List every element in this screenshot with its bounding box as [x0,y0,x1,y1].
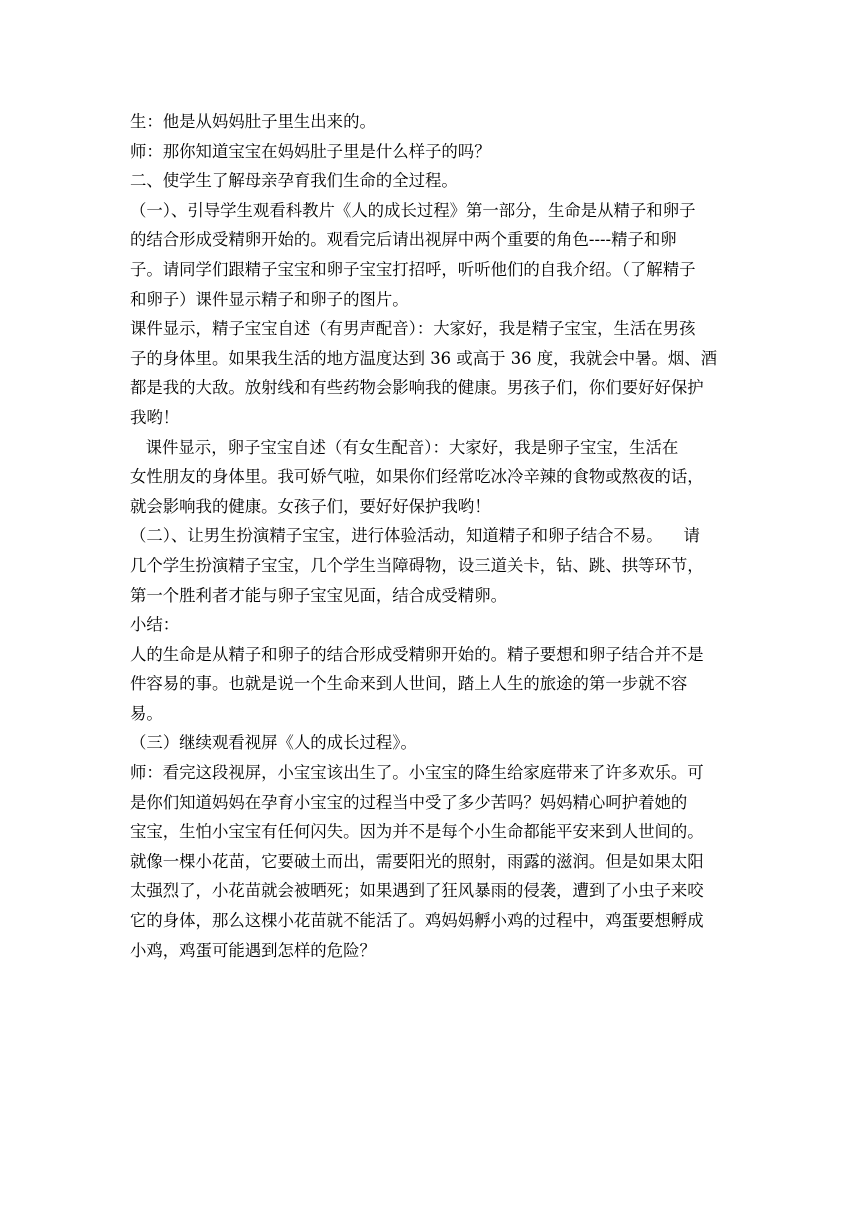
text-line: （三）继续观看视屏《人的成长过程》。 [130,733,417,753]
text-line: 几个学生扮演精子宝宝，几个学生当障碍物，设三道关卡，钻、跳、拱等环节， [130,555,704,575]
text-line: 子的身体里。如果我生活的地方温度达到 36 或高于 36 度，我就会中暑。烟、酒 [130,348,718,368]
text-line: 人的生命是从精子和卵子的结合形成受精卵开始的。精子要想和卵子结合并不是 [130,644,704,664]
text-line: 就像一棵小花苗，它要破土而出，需要阳光的照射，雨露的滋润。但是如果太阳 [130,851,704,871]
text-line: 师：那你知道宝宝在妈妈肚子里是什么样子的吗？ [130,141,491,161]
text-line: 师：看完这段视屏，小宝宝该出生了。小宝宝的降生给家庭带来了许多欢乐。可 [130,763,704,783]
section-heading: 二、使学生了解母亲孕育我们生命的全过程。 [130,171,458,191]
text-line: 小结： [130,615,180,635]
text-line: 的结合形成受精卵开始的。观看完后请出视屏中两个重要的角色----精子和卵 [130,230,677,250]
text-line: 太强烈了，小花苗就会被晒死；如果遇到了狂风暴雨的侵袭，遭到了小虫子来咬 [130,881,704,901]
text-line: 小鸡，鸡蛋可能遇到怎样的危险？ [130,940,376,960]
text-line: 课件显示，精子宝宝自述（有男声配音）：大家好，我是精子宝宝，生活在男孩 [130,319,696,339]
document-body [130,107,734,965]
text-line: （二）、让男生扮演精子宝宝，进行体验活动，知道精子和卵子结合不易。 请 [130,526,700,546]
text-line: 和卵子）课件显示精子和卵子的图片。 [130,289,409,309]
text-line: 我哟！ [130,407,180,427]
text-line: 就会影响我的健康。女孩子们，要好好保护我哟！ [130,496,491,516]
text-line: 它的身体，那么这棵小花苗就不能活了。鸡妈妈孵小鸡的过程中，鸡蛋要想孵成 [130,911,704,931]
text-line: 课件显示，卵子宝宝自述（有女生配音）：大家好，我是卵子宝宝，生活在 [130,437,679,457]
text-line: （一）、引导学生观看科教片《人的成长过程》第一部分，生命是从精子和卵子 [130,200,696,220]
text-line: 第一个胜利者才能与卵子宝宝见面，结合成受精卵。 [130,585,507,605]
text-line: 生：他是从妈妈肚子里生出来的。 [130,112,376,131]
text-line: 都是我的大敌。放射线和有些药物会影响我的健康。男孩子们，你们要好好保护 [130,378,704,398]
text-line: 件容易的事。也就是说一个生命来到人世间，踏上人生的旅途的第一步就不容 [130,674,688,694]
text-line: 女性朋友的身体里。我可娇气啦，如果你们经常吃冰冷辛辣的食物或熬夜的话， [130,467,704,487]
text-line: 子。请同学们跟精子宝宝和卵子宝宝打招呼，听听他们的自我介绍。（了解精子 [130,259,696,279]
text-line: 宝宝，生怕小宝宝有任何闪失。因为并不是每个小生命都能平安来到人世间的。 [130,822,704,842]
text-line: 易。 [130,703,163,723]
text-line: 是你们知道妈妈在孕育小宝宝的过程当中受了多少苦吗？妈妈精心呵护着她的 [130,792,688,812]
